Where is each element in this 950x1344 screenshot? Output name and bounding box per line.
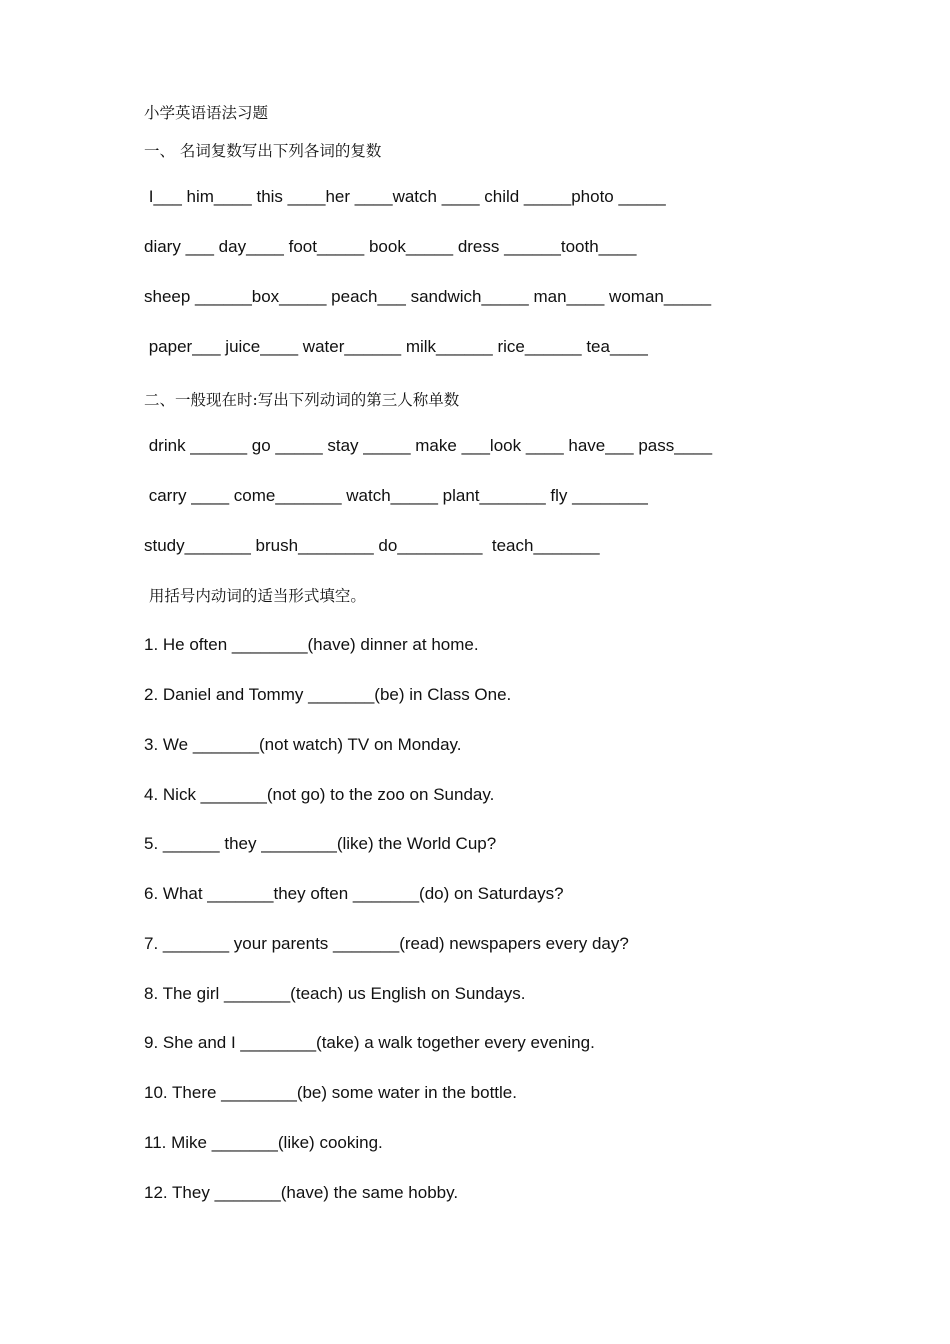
plural-exercise-line-3: sheep ______box_____ peach___ sandwich_____ man____ woman_____ (144, 287, 712, 306)
verb-exercise-line-1: drink ______ go _____ stay _____ make ___look ____ have___ pass____ (144, 436, 713, 455)
fill-blank-item: 5. ______ they ________(like) the World Cup? (144, 834, 497, 853)
fill-blank-item: 12. They _______(have) the same hobby. (144, 1183, 459, 1202)
fill-blank-item: 11. Mike _______(like) cooking. (144, 1133, 383, 1152)
fill-blank-item: 9. She and I ________(take) a walk together every evening. (144, 1033, 595, 1052)
fill-blank-item: 8. The girl _______(teach) us English on Sundays. (144, 984, 526, 1003)
section-1-heading: 一、 名词复数写出下列各词的复数 (144, 142, 382, 160)
section-2-heading: 二、一般现在时:写出下列动词的第三人称单数 (144, 391, 460, 409)
verb-exercise-line-2: carry ____ come_______ watch_____ plant_______ fly ________ (144, 486, 648, 505)
fill-blank-item: 2. Daniel and Tommy _______(be) in Class One. (144, 685, 512, 704)
plural-exercise-line-2: diary ___ day____ foot_____ book_____ dress ______tooth____ (144, 237, 637, 256)
fill-blank-item: 1. He often ________(have) dinner at home. (144, 635, 479, 654)
fill-blank-item: 10. There ________(be) some water in the bottle. (144, 1083, 517, 1102)
section-3-heading: 用括号内动词的适当形式填空。 (144, 587, 366, 605)
fill-blank-item: 6. What _______they often _______(do) on Saturdays? (144, 884, 564, 903)
document-title: 小学英语语法习题 (144, 104, 269, 122)
plural-exercise-line-1: I___ him____ this ____her ____watch ____ child _____photo _____ (144, 187, 666, 206)
fill-blank-item: 4. Nick _______(not go) to the zoo on Sunday. (144, 785, 495, 804)
plural-exercise-line-4: paper___ juice____ water______ milk______ rice______ tea____ (144, 337, 648, 356)
fill-blank-item: 3. We _______(not watch) TV on Monday. (144, 735, 462, 754)
verb-exercise-line-3: study_______ brush________ do_________ teach_______ (144, 536, 600, 555)
fill-blank-item: 7. _______ your parents _______(read) newspapers every day? (144, 934, 629, 953)
